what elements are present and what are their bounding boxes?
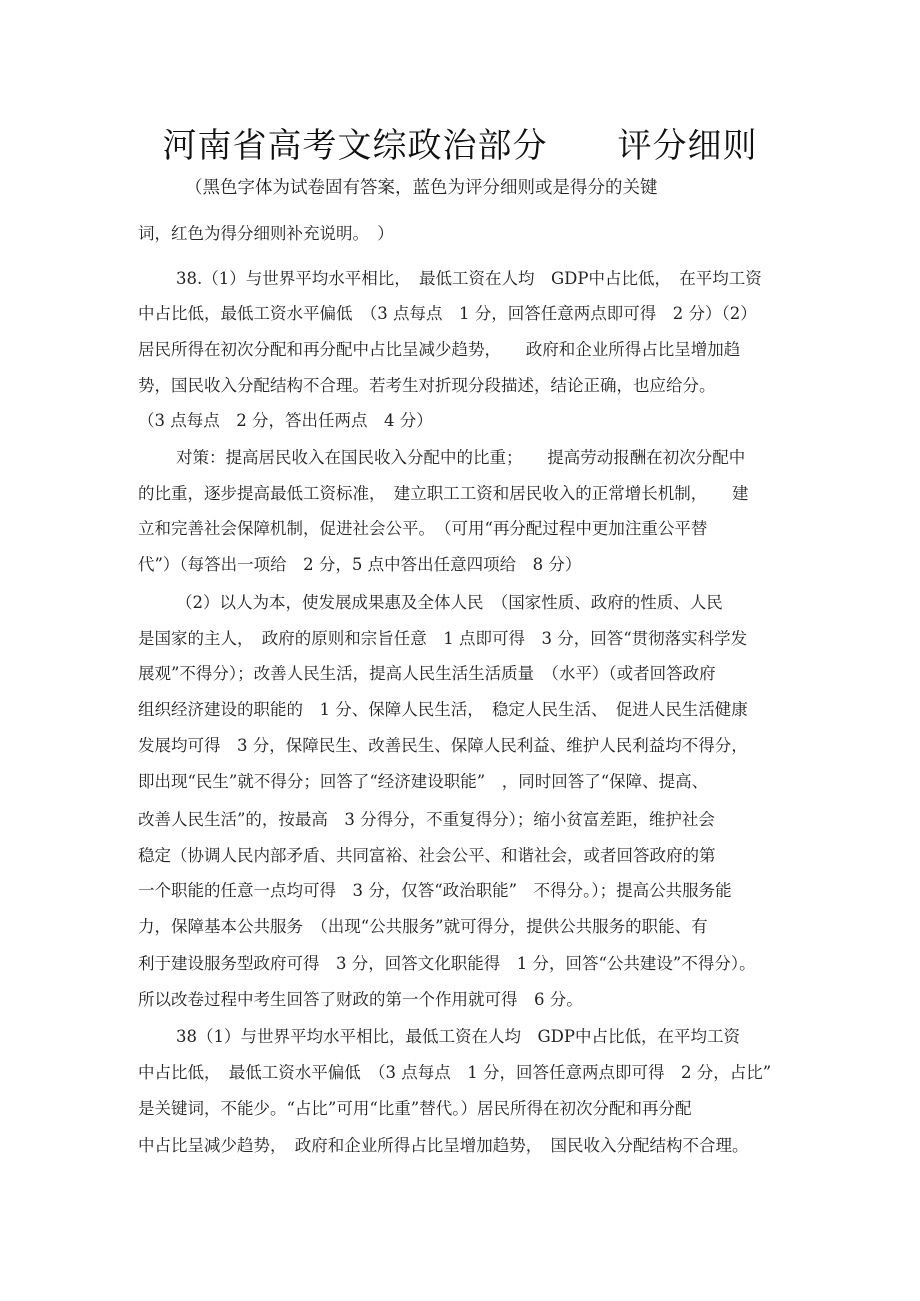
- paragraph-line: 是国家的主人， 政府的原则和宗旨任意 1 点即可得 3 分，回答“贯彻落实科学发: [138, 629, 748, 648]
- paragraph-line: 立和完善社会保障机制，促进社会公平。 （可用“再分配过程中更加注重公平替: [138, 519, 708, 538]
- paragraph-line: 居民所得在初次分配和再分配中占比呈减少趋势， 政府和企业所得占比呈增加趋: [138, 340, 741, 359]
- paragraph-line: 势，国民收入分配结构不合理。若考生对折现分段描述，结论正确，也应给分。: [138, 376, 716, 395]
- page-title: [0, 118, 920, 167]
- paragraph-line: 发展均可得 3 分，保障民生、改善民生、保障人民利益、维护人民利益均不得分，: [138, 736, 748, 755]
- paragraph-line: 所以改卷过程中考生回答了财政的第一个作用就可得 6 分。: [138, 990, 583, 1009]
- paragraph-line: （3 点每点 2 分，答出任两点 4 分）: [138, 411, 433, 430]
- paragraph-line: 中占比低，最低工资水平偏低 （3 点每点 1 分，回答任意两点即可得 2 分）（2）: [138, 304, 757, 323]
- note-line-1: （黑色字体为试卷固有答案，蓝色为评分细则或是得分的关键: [185, 178, 658, 198]
- paragraph-line: 稳定（协调人民内部矛盾、共同富裕、社会公平、和谐社会，或者回答政府的第: [138, 846, 716, 865]
- paragraph-line: 改善人民生活”的，按最高 3 分得分，不重复得分）；缩小贫富差距，维护社会: [138, 810, 715, 829]
- paragraph-line: 组织经济建设的职能的 1 分、保障人民生活， 稳定人民生活、 促进人民生活健康: [138, 700, 748, 719]
- paragraph-line: 中占比呈减少趋势， 政府和企业所得占比呈增加趋势， 国民收入分配结构不合理。: [138, 1136, 749, 1155]
- paragraph-line: 力，保障基本公共服务 （出现“公共服务”就可得分，提供公共服务的职能、有: [138, 917, 708, 936]
- paragraph-line: 是关键词，不能少。“占比”可用“比重”替代。）居民所得在初次分配和再分配: [138, 1099, 692, 1118]
- paragraph-line: （2）以人为本，使发展成果惠及全体人民 （国家性质、政府的性质、人民: [176, 593, 723, 612]
- paragraph-line: 的比重，逐步提高最低工资标准， 建立职工工资和居民收入的正常增长机制， 建: [138, 484, 749, 503]
- note-line-2: 词，红色为得分细则补充说明。 ）: [138, 224, 394, 243]
- paragraph-line: 展观”不得分）；改善人民生活，提高人民生活生活质量 （水平）（或者回答政府: [138, 664, 716, 683]
- title-sub: 评分细则: [617, 126, 758, 166]
- paragraph-line: 即出现“民生”就不得分；回答了“经济建设职能” ，同时回答了“保障、提高、: [138, 772, 709, 791]
- paragraph-line: 38（1）与世界平均水平相比，最低工资在人均 GDP中占比低，在平均工资: [176, 1027, 741, 1046]
- paragraph-line: 对策：提高居民收入在国民收入分配中的比重； 提高劳动报酬在初次分配中: [176, 448, 746, 467]
- title-main: 河南省高考文综政治部分: [162, 126, 548, 166]
- paragraph-line: 一个职能的任意一点均可得 3 分，仅答“政治职能” 不得分。）；提高公共服务能: [138, 881, 732, 900]
- paragraph-line: 38.（1）与世界平均水平相比， 最低工资在人均 GDP中占比低， 在平均工资: [176, 269, 762, 288]
- paragraph-line: 利于建设服务型政府可得 3 分，回答文化职能得 1 分，回答“公共建设”不得分）。: [138, 954, 756, 973]
- paragraph-line: 中占比低， 最低工资水平偏低 （3 点每点 1 分，回答任意两点即可得 2 分，占比”: [138, 1063, 772, 1082]
- paragraph-line: 代”）（每答出一项给 2 分，5 点中答出任意四项给 8 分）: [138, 555, 582, 574]
